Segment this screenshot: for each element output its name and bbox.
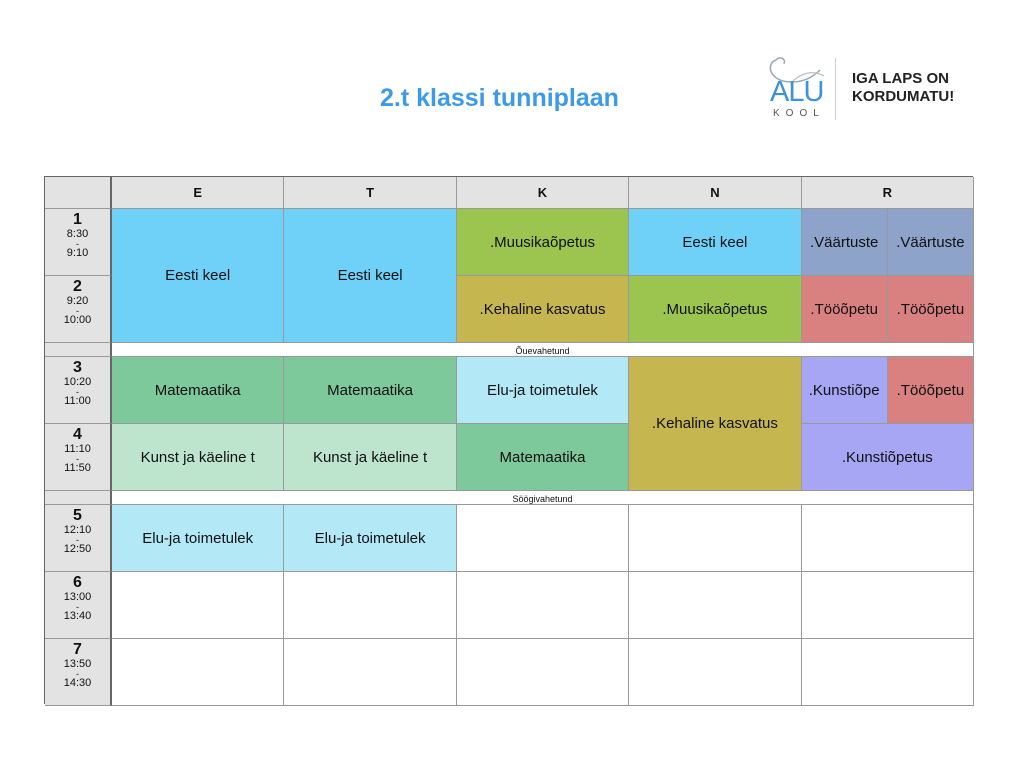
period-end: 11:50 <box>64 462 91 474</box>
page-title: 2.t klassi tunniplaan <box>380 84 619 112</box>
lesson-cell[interactable]: .Kunstiõpetus <box>802 424 974 491</box>
time-separator: - <box>76 669 79 679</box>
lesson-cell[interactable]: .Muusikaõpetus <box>629 276 801 343</box>
period-start: 12:10 <box>63 524 92 536</box>
empty-slot <box>112 639 284 706</box>
lesson-cell[interactable]: .Tööõpetu <box>802 276 888 343</box>
empty-slot <box>802 572 974 639</box>
period-cell <box>45 572 112 639</box>
lesson-cell[interactable]: Matemaatika <box>457 424 629 491</box>
lesson-cell[interactable]: Elu-ja toimetulek <box>457 357 629 424</box>
time-separator: - <box>76 239 79 249</box>
period-number: 7 <box>73 641 82 658</box>
corner-cell <box>45 177 112 209</box>
time-separator: - <box>76 306 79 316</box>
lesson-cell[interactable]: Eesti keel <box>629 209 801 276</box>
day-header: N <box>629 177 801 209</box>
lesson-cell[interactable]: .Tööõpetu <box>888 276 974 343</box>
empty-slot <box>112 572 284 639</box>
period-end: 10:00 <box>63 314 92 326</box>
period-number: 6 <box>73 574 82 591</box>
period-cell <box>45 276 112 343</box>
day-header: E <box>112 177 284 209</box>
empty-slot <box>457 572 629 639</box>
period-start: 8:30 <box>66 228 89 240</box>
period-number: 1 <box>73 211 82 228</box>
period-start: 10:20 <box>63 376 92 388</box>
lesson-cell[interactable]: .Tööõpetu <box>888 357 974 424</box>
slogan-line-1: IGA LAPS ON <box>852 70 949 87</box>
period-end: 13:40 <box>63 610 92 622</box>
period-start: 11:10 <box>64 443 91 455</box>
period-number: 5 <box>73 507 82 524</box>
time-separator: - <box>76 535 79 545</box>
empty-slot <box>629 505 801 572</box>
period-number: 4 <box>73 426 82 443</box>
timetable <box>44 176 973 704</box>
empty-slot <box>802 639 974 706</box>
empty-slot <box>457 505 629 572</box>
lesson-cell[interactable]: Elu-ja toimetulek <box>284 505 456 572</box>
school-logo <box>762 54 972 124</box>
period-cell <box>45 505 112 572</box>
period-cell <box>45 424 112 491</box>
logo-slogan <box>852 70 954 106</box>
period-cell <box>45 209 112 276</box>
period-end: 14:30 <box>63 677 92 689</box>
lesson-cell[interactable]: Elu-ja toimetulek <box>112 505 284 572</box>
period-number: 2 <box>73 278 82 295</box>
lesson-cell[interactable]: Kunst ja käeline t <box>284 424 456 491</box>
slogan-line-2: KORDUMATU! <box>852 88 955 105</box>
lesson-cell[interactable]: .Väärtuste <box>888 209 974 276</box>
lesson-cell[interactable]: .Väärtuste <box>802 209 888 276</box>
lesson-cell[interactable]: Eesti keel <box>112 209 284 343</box>
day-header: T <box>284 177 456 209</box>
period-start: 13:50 <box>63 658 92 670</box>
lesson-cell[interactable]: .Kunstiõpe <box>802 357 888 424</box>
logo-divider <box>835 58 836 120</box>
logo-wordmark: ALU <box>770 76 824 108</box>
period-end: 9:10 <box>66 247 89 259</box>
period-cell <box>45 357 112 424</box>
empty-slot <box>457 639 629 706</box>
break-time-cell <box>45 491 112 505</box>
break-time-cell <box>45 343 112 357</box>
time-separator: - <box>76 454 79 464</box>
logo-subtitle: KOOL <box>773 108 825 119</box>
lesson-cell[interactable]: Eesti keel <box>284 209 456 343</box>
lesson-cell[interactable]: Matemaatika <box>284 357 456 424</box>
empty-slot <box>284 572 456 639</box>
day-header: R <box>802 177 974 209</box>
time-separator: - <box>76 602 79 612</box>
lesson-cell[interactable]: .Kehaline kasvatus <box>457 276 629 343</box>
period-start: 9:20 <box>66 295 89 307</box>
period-end: 12:50 <box>63 543 92 555</box>
empty-slot <box>629 639 801 706</box>
time-separator: - <box>76 387 79 397</box>
break-row: Õuevahetund <box>112 343 974 357</box>
break-row: Söögivahetund <box>112 491 974 505</box>
period-start: 13:00 <box>63 591 92 603</box>
period-end: 11:00 <box>64 395 91 407</box>
empty-slot <box>629 572 801 639</box>
period-number: 3 <box>73 359 82 376</box>
lesson-cell[interactable]: .Muusikaõpetus <box>457 209 629 276</box>
lesson-cell[interactable]: Kunst ja käeline t <box>112 424 284 491</box>
day-header: K <box>457 177 629 209</box>
lesson-cell[interactable]: Matemaatika <box>112 357 284 424</box>
period-cell <box>45 639 112 706</box>
empty-slot <box>802 505 974 572</box>
lesson-cell[interactable]: .Kehaline kasvatus <box>629 357 801 491</box>
empty-slot <box>284 639 456 706</box>
